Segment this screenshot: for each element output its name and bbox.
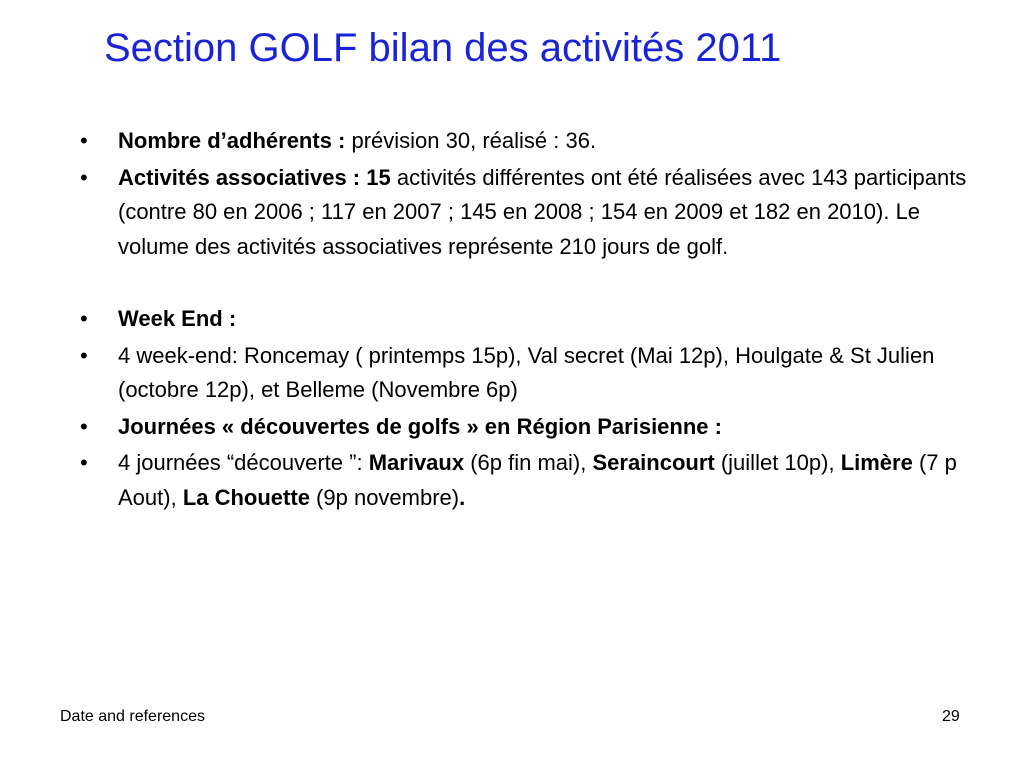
bullet-text: (6p fin mai), — [464, 450, 593, 475]
golf-course-name: Seraincourt — [592, 450, 715, 475]
page-number: 29 — [942, 708, 960, 725]
bullet-marker: • — [80, 342, 88, 368]
golf-course-name: Marivaux — [368, 450, 465, 475]
bullet-item-week-end-details — [0, 339, 988, 408]
golf-course-name: La Chouette — [182, 484, 310, 510]
bullet-marker: • — [80, 413, 88, 439]
bullet-marker: • — [80, 450, 88, 475]
footer-date-references: Date and references — [60, 708, 205, 725]
bullet-text: (9p novembre) — [309, 484, 460, 510]
bullet-marker: • — [80, 164, 88, 190]
bullet-text: 4 week-end: Roncemay ( printemps 15p), Val secret (Mai 12p), Houlgate & St Julien (octobre 12p), et Belleme (Novembre 6p) — [118, 342, 935, 402]
bullet-label: Journées « découvertes de golfs » en Région Parisienne : — [118, 413, 722, 439]
slide-title: Section GOLF bilan des activités 2011 — [104, 26, 782, 70]
bullet-item-activites — [0, 161, 988, 265]
bullet-marker: • — [80, 128, 88, 153]
bullet-period: . — [459, 484, 466, 510]
bullet-list — [0, 124, 1024, 517]
bullet-text: prévision 30, réalisé : 36. — [345, 128, 597, 153]
bullet-label: Week End : — [118, 306, 237, 331]
bullet-text: (7 p Aout), — [118, 450, 957, 510]
bullet-text: (juillet 10p), — [714, 450, 841, 475]
bullet-text: activités différentes ont été réalisées avec 143 participants (contre 80 en 2006 ; 117 en 2007 ; 145 en 2008 ; 154 en 2009 et 182 en 2010). Le volume des activités associatives représente 210 jours de golf. — [118, 164, 967, 259]
bullet-item-journees-details — [0, 446, 988, 515]
golf-course-name: Limère — [840, 450, 913, 475]
bullet-item-journees-heading — [0, 410, 988, 445]
bullet-label: Nombre d’adhérents : — [118, 128, 346, 153]
bullet-item-week-end-heading — [0, 302, 988, 337]
bullet-marker: • — [80, 306, 88, 331]
bullet-label: Activités associatives : 15 — [118, 164, 391, 190]
bullet-item-adherents — [0, 124, 988, 159]
bullet-text: 4 journées “découverte ”: — [118, 450, 369, 475]
